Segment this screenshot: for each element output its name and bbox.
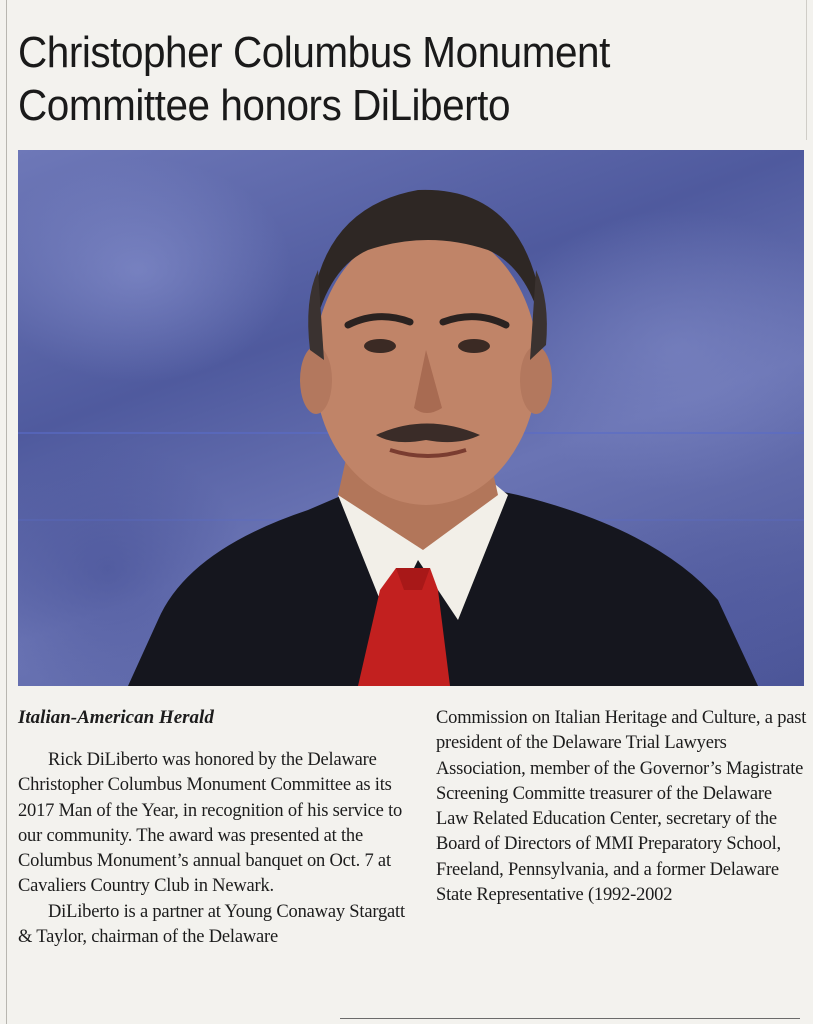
article-paragraph-2-continued: Commission on Italian Heritage and Culture, a past president of the Delaware Trial Lawyers Association, member of the Governor’s Magistrate Screening Committe treasurer of the Delaware Law Related Education Center, secretary of the Board of Directors of MMI Preparatory School, Freeland, Pennsylvania, and a former Delaware State Representative (1992-2002	[436, 708, 807, 906]
article-column-1	[18, 706, 418, 950]
portrait-illustration	[18, 150, 804, 686]
article-source: Italian-American Herald	[18, 707, 214, 728]
portrait-photo	[18, 150, 804, 686]
bottom-rule	[340, 1018, 800, 1019]
right-column-rule	[806, 0, 807, 140]
article-body	[18, 706, 808, 1016]
article-column-2	[436, 706, 808, 908]
article-paragraph-1: Rick DiLiberto was honored by the Delaware Christopher Columbus Monument Committee as its 2017 Man of the Year, in recognition of his service to our community. The award was presented at the Columbus Monument’s annual banquet on Oct. 7 at Cavaliers Country Club in Newark.	[18, 750, 403, 897]
article-paragraph-2: DiLiberto is a partner at Young Conaway Stargatt & Taylor, chairman of the Delaware	[18, 901, 405, 948]
headline-line-2: Committee honors DiLiberto	[18, 81, 511, 130]
left-column-rule	[6, 0, 7, 1024]
headline	[18, 26, 736, 132]
headline-line-1: Christopher Columbus Monument	[18, 28, 610, 77]
